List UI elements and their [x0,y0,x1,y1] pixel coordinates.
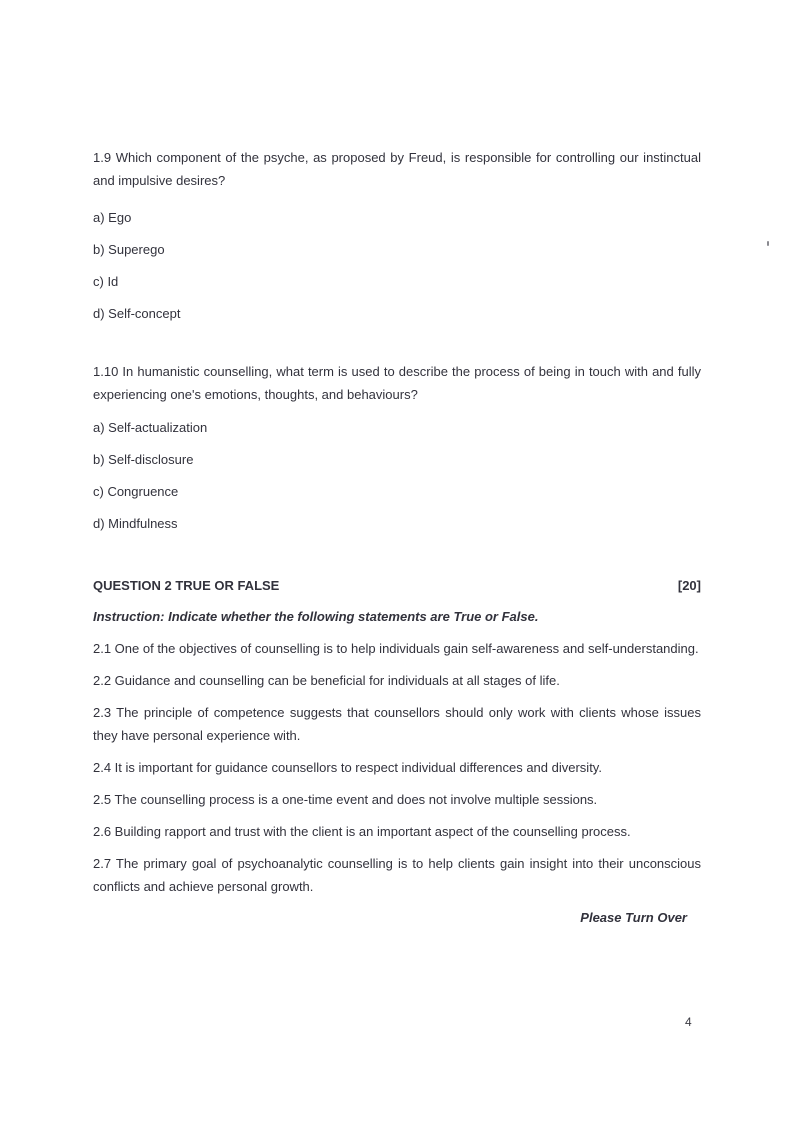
statement-2-4: 2.4 It is important for guidance counsellors to respect individual differences and diversity. [93,760,602,775]
question-1-10-option-c: c) Congruence [93,484,179,499]
scan-artifact-mark [767,241,769,246]
page-content [93,0,701,929]
question-1-10-option-b: b) Self-disclosure [93,452,194,467]
statement-2-7: 2.7 The primary goal of psychoanalytic counselling is to help clients gain insight into their unconscious conflicts and achieve personal growth. [93,856,701,894]
question-2-heading-row [93,574,701,597]
statement-2-1: 2.1 One of the objectives of counselling is to help individuals gain self-awareness and self-understanding. [93,641,699,656]
statement-2-5: 2.5 The counselling process is a one-time event and does not involve multiple sessions. [93,792,598,807]
question-2-heading: QUESTION 2 TRUE OR FALSE [93,578,280,593]
question-1-9-option-b: b) Superego [93,242,165,257]
question-1-9-option-a: a) Ego [93,210,132,225]
question-1-10-option-a: a) Self-actualization [93,420,208,435]
question-1-9-option-c: c) Id [93,274,119,289]
question-2-instruction: Instruction: Indicate whether the following statements are True or False. [93,609,539,624]
question-1-9-text: 1.9 Which component of the psyche, as proposed by Freud, is responsible for controlling our instinctual and impulsive desires? [93,150,701,188]
statement-2-2: 2.2 Guidance and counselling can be beneficial for individuals at all stages of life. [93,673,560,688]
page-number: 4 [685,1015,692,1029]
question-1-10-text: 1.10 In humanistic counselling, what term is used to describe the process of being in touch with and fully experiencing one's emotions, thoughts, and behaviours? [93,364,701,402]
question-1-10-option-d: d) Mindfulness [93,516,178,531]
statement-2-3: 2.3 The principle of competence suggests that counsellors should only work with clients whose issues they have personal experience with. [93,705,701,743]
please-turn-over-label: Please Turn Over [580,910,687,925]
statement-2-6: 2.6 Building rapport and trust with the client is an important aspect of the counselling process. [93,824,631,839]
question-2-marks: [20] [677,578,701,593]
question-1-9-option-d: d) Self-concept [93,306,181,321]
